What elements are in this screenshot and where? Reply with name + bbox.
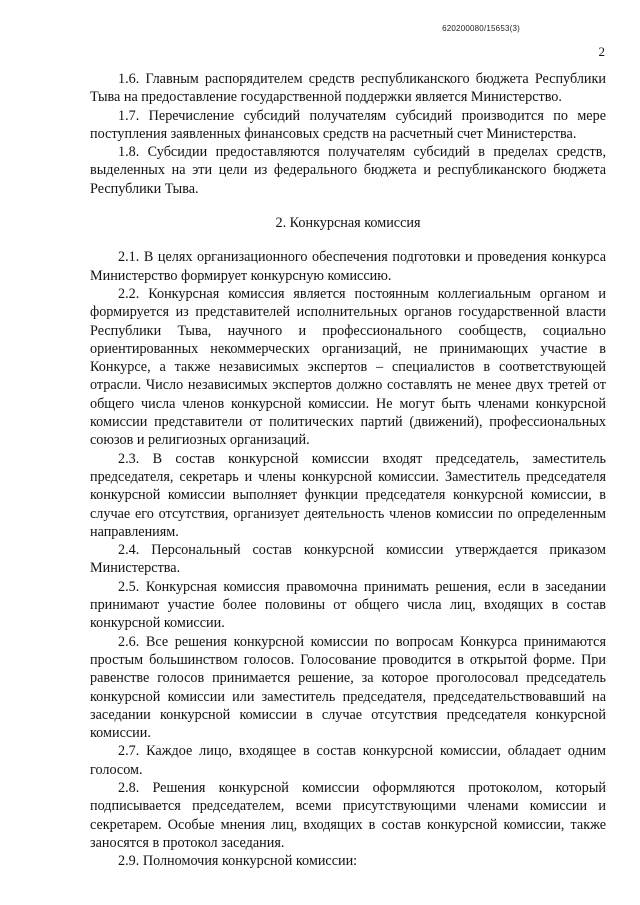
paragraph-1-6: 1.6. Главным распорядителем средств республиканского бюджета Республики Тыва на предоставление государственной поддержки является Министерство. [90,71,606,106]
paragraph-2-3: 2.3. В состав конкурсной комиссии входят председатель, заместитель председателя, секретарь и члены конкурсной комиссии. Заместитель председателя конкурсной комиссии выполняет функции председателя конкурсной комиссии, в случае его отсутствия, организует деятельность членов комиссии по определенным направлениям. [90,450,606,540]
paragraph-2-8: 2.8. Решения конкурсной комиссии оформляются протоколом, который подписывается председателем, всеми присутствующими членами комиссии и секретарем. Особые мнения лиц, входящих в состав конкурсной комиссии, также заносятся в протокол заседания. [90,779,606,851]
paragraph-1-7: 1.7. Перечисление субсидий получателям субсидий производится по мере поступления заявленных финансовых средств на расчетный счет Министерства. [90,107,606,142]
document-id: 620200080/15653(3) [442,24,520,33]
paragraph-2-9: 2.9. Полномочия конкурсной комиссии: [118,853,358,870]
paragraph-2-2: 2.2. Конкурсная комиссия является постоянным коллегиальным органом и формируется из представителей исполнительных органов государственной власти Республики Тыва, научного и профессионального сообществ, социально ориентированных некоммерческих организаций, не принимающих участие в Конкурсе, а также независимых экспертов – специалистов в соответствующей отрасли. Число независимых экспертов должно составлять не менее двух третей от общего числа членов конкурсной комиссии. Не могут быть членами конкурсной комиссии представители от политических партий (движений), профессиональных союзов и религиозных организаций. [90,285,606,449]
paragraph-1-8: 1.8. Субсидии предоставляются получателям субсидий в пределах средств, выделенных на эти цели из федерального бюджета и республиканского бюджета Республики Тыва. [90,144,606,197]
paragraph-2-7: 2.7. Каждое лицо, входящее в состав конкурсной комиссии, обладает одним голосом. [90,743,606,778]
paragraph-2-4: 2.4. Персональный состав конкурсной комиссии утверждается приказом Министерства. [90,542,606,577]
paragraph-2-6: 2.6. Все решения конкурсной комиссии по вопросам Конкурса принимаются простым большинством голосов. Голосование проводится в открытой форме. При равенстве голосов принимается решение, за которое проголосовал председатель конкурсной комиссии или заместитель председателя, председательствовавший на заседании конкурсной комиссии в случае отсутствия председателя конкурсной комиссии. [90,633,606,742]
paragraph-2-5: 2.5. Конкурсная комиссия правомочна принимать решения, если в заседании принимают участие более половины от общего числа лиц, входящих в состав конкурсной комиссии. [90,578,606,632]
section-title: 2. Конкурсная комиссия [275,215,421,232]
page-number: 2 [598,44,605,59]
paragraph-2-1: 2.1. В целях организационного обеспечения подготовки и проведения конкурса Министерство формирует конкурсную комиссию. [90,249,606,284]
document-body [90,70,606,870]
